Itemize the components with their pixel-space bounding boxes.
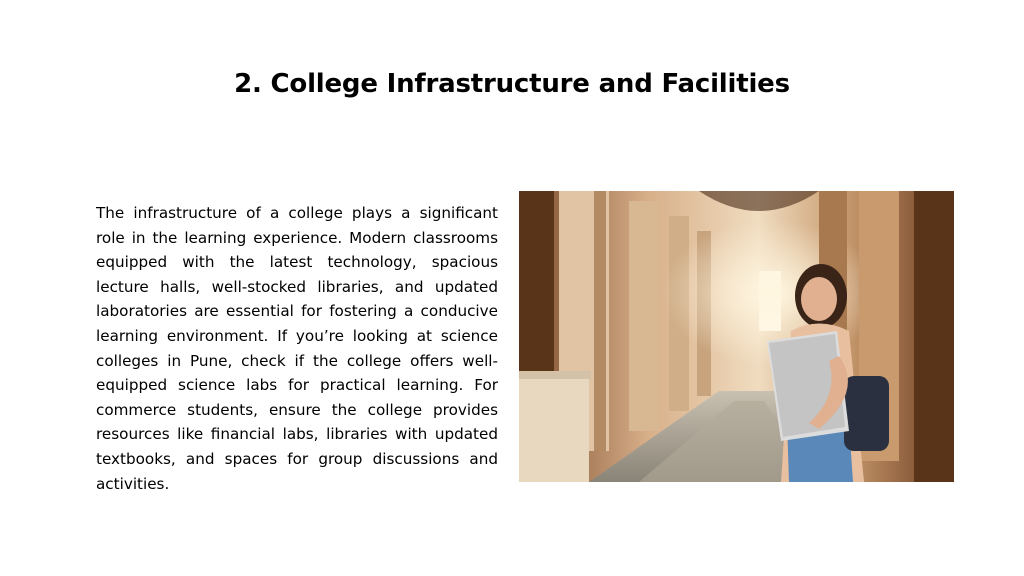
student-corridor-photo xyxy=(519,191,954,482)
slide-title: 2. College Infrastructure and Facilities xyxy=(234,69,790,99)
slide-body-text: The infrastructure of a college plays a significant role in the learning experience. Modern classrooms equipped with the latest technology, spacious lecture halls, well-stocked libraries, and updated laboratories are essential for fostering a conducive learning environment. If you’re looking at science colleges in Pune, check if the college offers well-equipped science labs for practical learning. For commerce students, ensure the college provides resources like financial labs, libraries with updated textbooks, and spaces for group discussions and activities. xyxy=(96,204,498,493)
